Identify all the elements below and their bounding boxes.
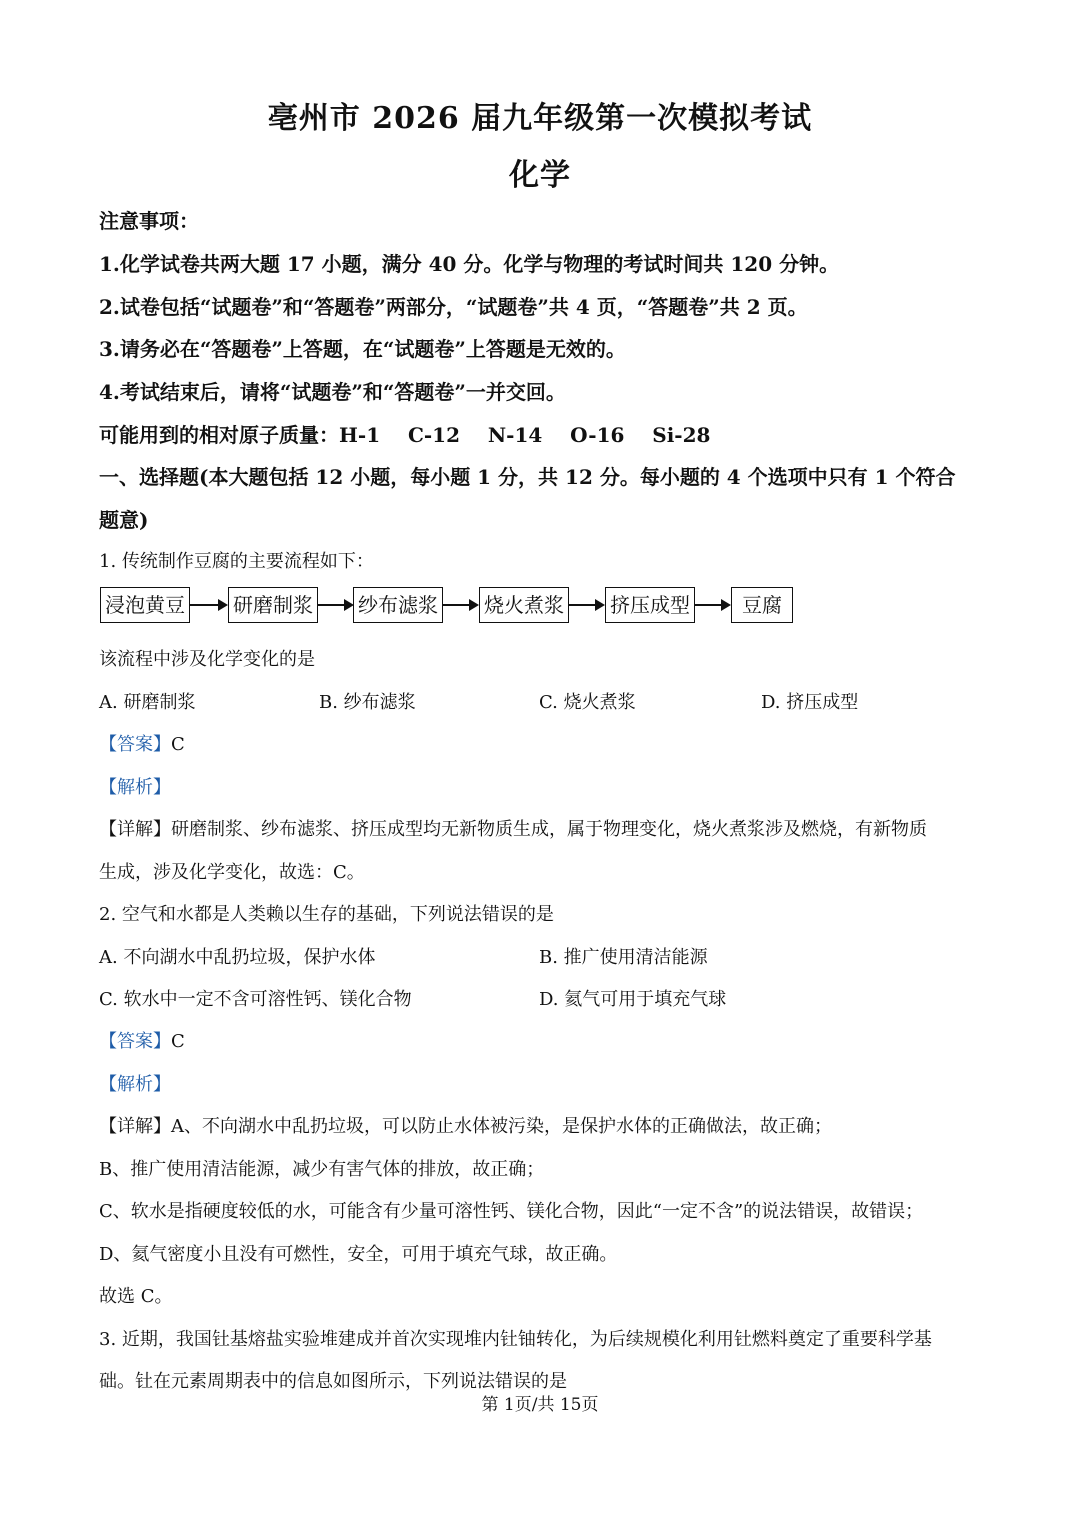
q1-detail-line1 bbox=[99, 815, 927, 841]
q1-option-b: B. 纱布滤浆 bbox=[319, 692, 416, 713]
notice-item-4: 4.考试结束后，请将“试题卷”和“答题卷”一并交回。 bbox=[99, 380, 566, 404]
answer-tag: 【答案】 bbox=[99, 734, 171, 755]
page-number: 第 1页/共 15页 bbox=[481, 1395, 599, 1415]
subject-title: 化学 bbox=[509, 158, 571, 193]
flow-arrow bbox=[190, 604, 226, 606]
q3-stem-line2: 础。钍在元素周期表中的信息如图所示，下列说法错误的是 bbox=[99, 1371, 567, 1392]
q2-detail-line2: B、推广使用清洁能源，减少有害气体的排放，故正确； bbox=[99, 1159, 545, 1180]
q2-analysis-tag: 【解析】 bbox=[99, 1074, 171, 1095]
flow-step-tofu: 豆腐 bbox=[731, 587, 793, 623]
q2-option-b: B. 推广使用清洁能源 bbox=[539, 947, 708, 968]
detail-tag: 【详解】 bbox=[99, 1116, 171, 1137]
q1-answer bbox=[99, 730, 185, 756]
q1-analysis-tag: 【解析】 bbox=[99, 777, 171, 798]
flow-step-filter: 纱布滤浆 bbox=[353, 587, 443, 623]
notice-item-1: 1.化学试卷共两大题 17 小题，满分 40 分。化学与物理的考试时间共 120 分钟。 bbox=[99, 252, 840, 276]
q2-option-d: D. 氦气可用于填充气球 bbox=[539, 989, 727, 1010]
answer-value: C bbox=[171, 734, 185, 755]
flow-step-press: 挤压成型 bbox=[605, 587, 695, 623]
q1-flow-diagram bbox=[100, 587, 800, 625]
exam-title: 亳州市 2026 届九年级第一次模拟考试 bbox=[267, 101, 813, 136]
flow-step-boil: 烧火煮浆 bbox=[479, 587, 569, 623]
q1-option-c: C. 烧火煮浆 bbox=[539, 692, 636, 713]
q1-stem: 1. 传统制作豆腐的主要流程如下： bbox=[99, 551, 374, 572]
answer-value: C bbox=[171, 1031, 185, 1052]
section-heading-line1: 一、选择题(本大题包括 12 小题，每小题 1 分，共 12 分。每小题的 4 个选项中只有 1 个符合 bbox=[99, 465, 956, 489]
q1-option-d: D. 挤压成型 bbox=[761, 692, 859, 713]
flow-arrow bbox=[695, 604, 729, 606]
detail-text: A、不向湖水中乱扔垃圾，可以防止水体被污染，是保护水体的正确做法，故正确； bbox=[171, 1116, 832, 1137]
detail-tag: 【详解】 bbox=[99, 819, 171, 840]
flow-arrow bbox=[443, 604, 477, 606]
q2-option-c: C. 软水中一定不含可溶性钙、镁化合物 bbox=[99, 989, 412, 1010]
section-heading-line2: 题意) bbox=[99, 508, 149, 532]
q2-conclusion: 故选 C。 bbox=[99, 1286, 173, 1307]
q2-detail-line1 bbox=[99, 1112, 832, 1138]
flow-step-soak: 浸泡黄豆 bbox=[100, 587, 190, 623]
q1-detail-line2: 生成，涉及化学变化，故选：C。 bbox=[99, 862, 365, 883]
atomic-mass: 可能用到的相对原子质量：H-1 C-12 N-14 O-16 Si-28 bbox=[99, 423, 711, 447]
q2-detail-line4: D、氦气密度小且没有可燃性，安全，可用于填充气球，故正确。 bbox=[99, 1244, 618, 1265]
flow-step-grind: 研磨制浆 bbox=[228, 587, 318, 623]
flow-arrow bbox=[569, 604, 603, 606]
q1-option-a: A. 研磨制浆 bbox=[99, 692, 196, 713]
q1-question: 该流程中涉及化学变化的是 bbox=[99, 649, 315, 670]
notice-item-2: 2.试卷包括“试题卷”和“答题卷”两部分，“试题卷”共 4 页，“答题卷”共 2 页。 bbox=[99, 295, 808, 319]
flow-arrow bbox=[318, 604, 352, 606]
q2-detail-line3: C、软水是指硬度较低的水，可能含有少量可溶性钙、镁化合物，因此“一定不含”的说法错误，故错误； bbox=[99, 1201, 924, 1222]
detail-text: 研磨制浆、纱布滤浆、挤压成型均无新物质生成，属于物理变化，烧火煮浆涉及燃烧，有新物质 bbox=[171, 819, 927, 840]
q2-answer bbox=[99, 1027, 185, 1053]
notice-item-3: 3.请务必在“答题卷”上答题，在“试题卷”上答题是无效的。 bbox=[99, 337, 626, 361]
q2-option-a: A. 不向湖水中乱扔垃圾，保护水体 bbox=[99, 947, 376, 968]
notice-heading: 注意事项： bbox=[99, 209, 199, 233]
q2-stem: 2. 空气和水都是人类赖以生存的基础，下列说法错误的是 bbox=[99, 904, 554, 925]
q3-stem-line1: 3. 近期，我国钍基熔盐实验堆建成并首次实现堆内钍铀转化，为后续规模化利用钍燃料奠定了重要科学基 bbox=[99, 1329, 932, 1350]
answer-tag: 【答案】 bbox=[99, 1031, 171, 1052]
